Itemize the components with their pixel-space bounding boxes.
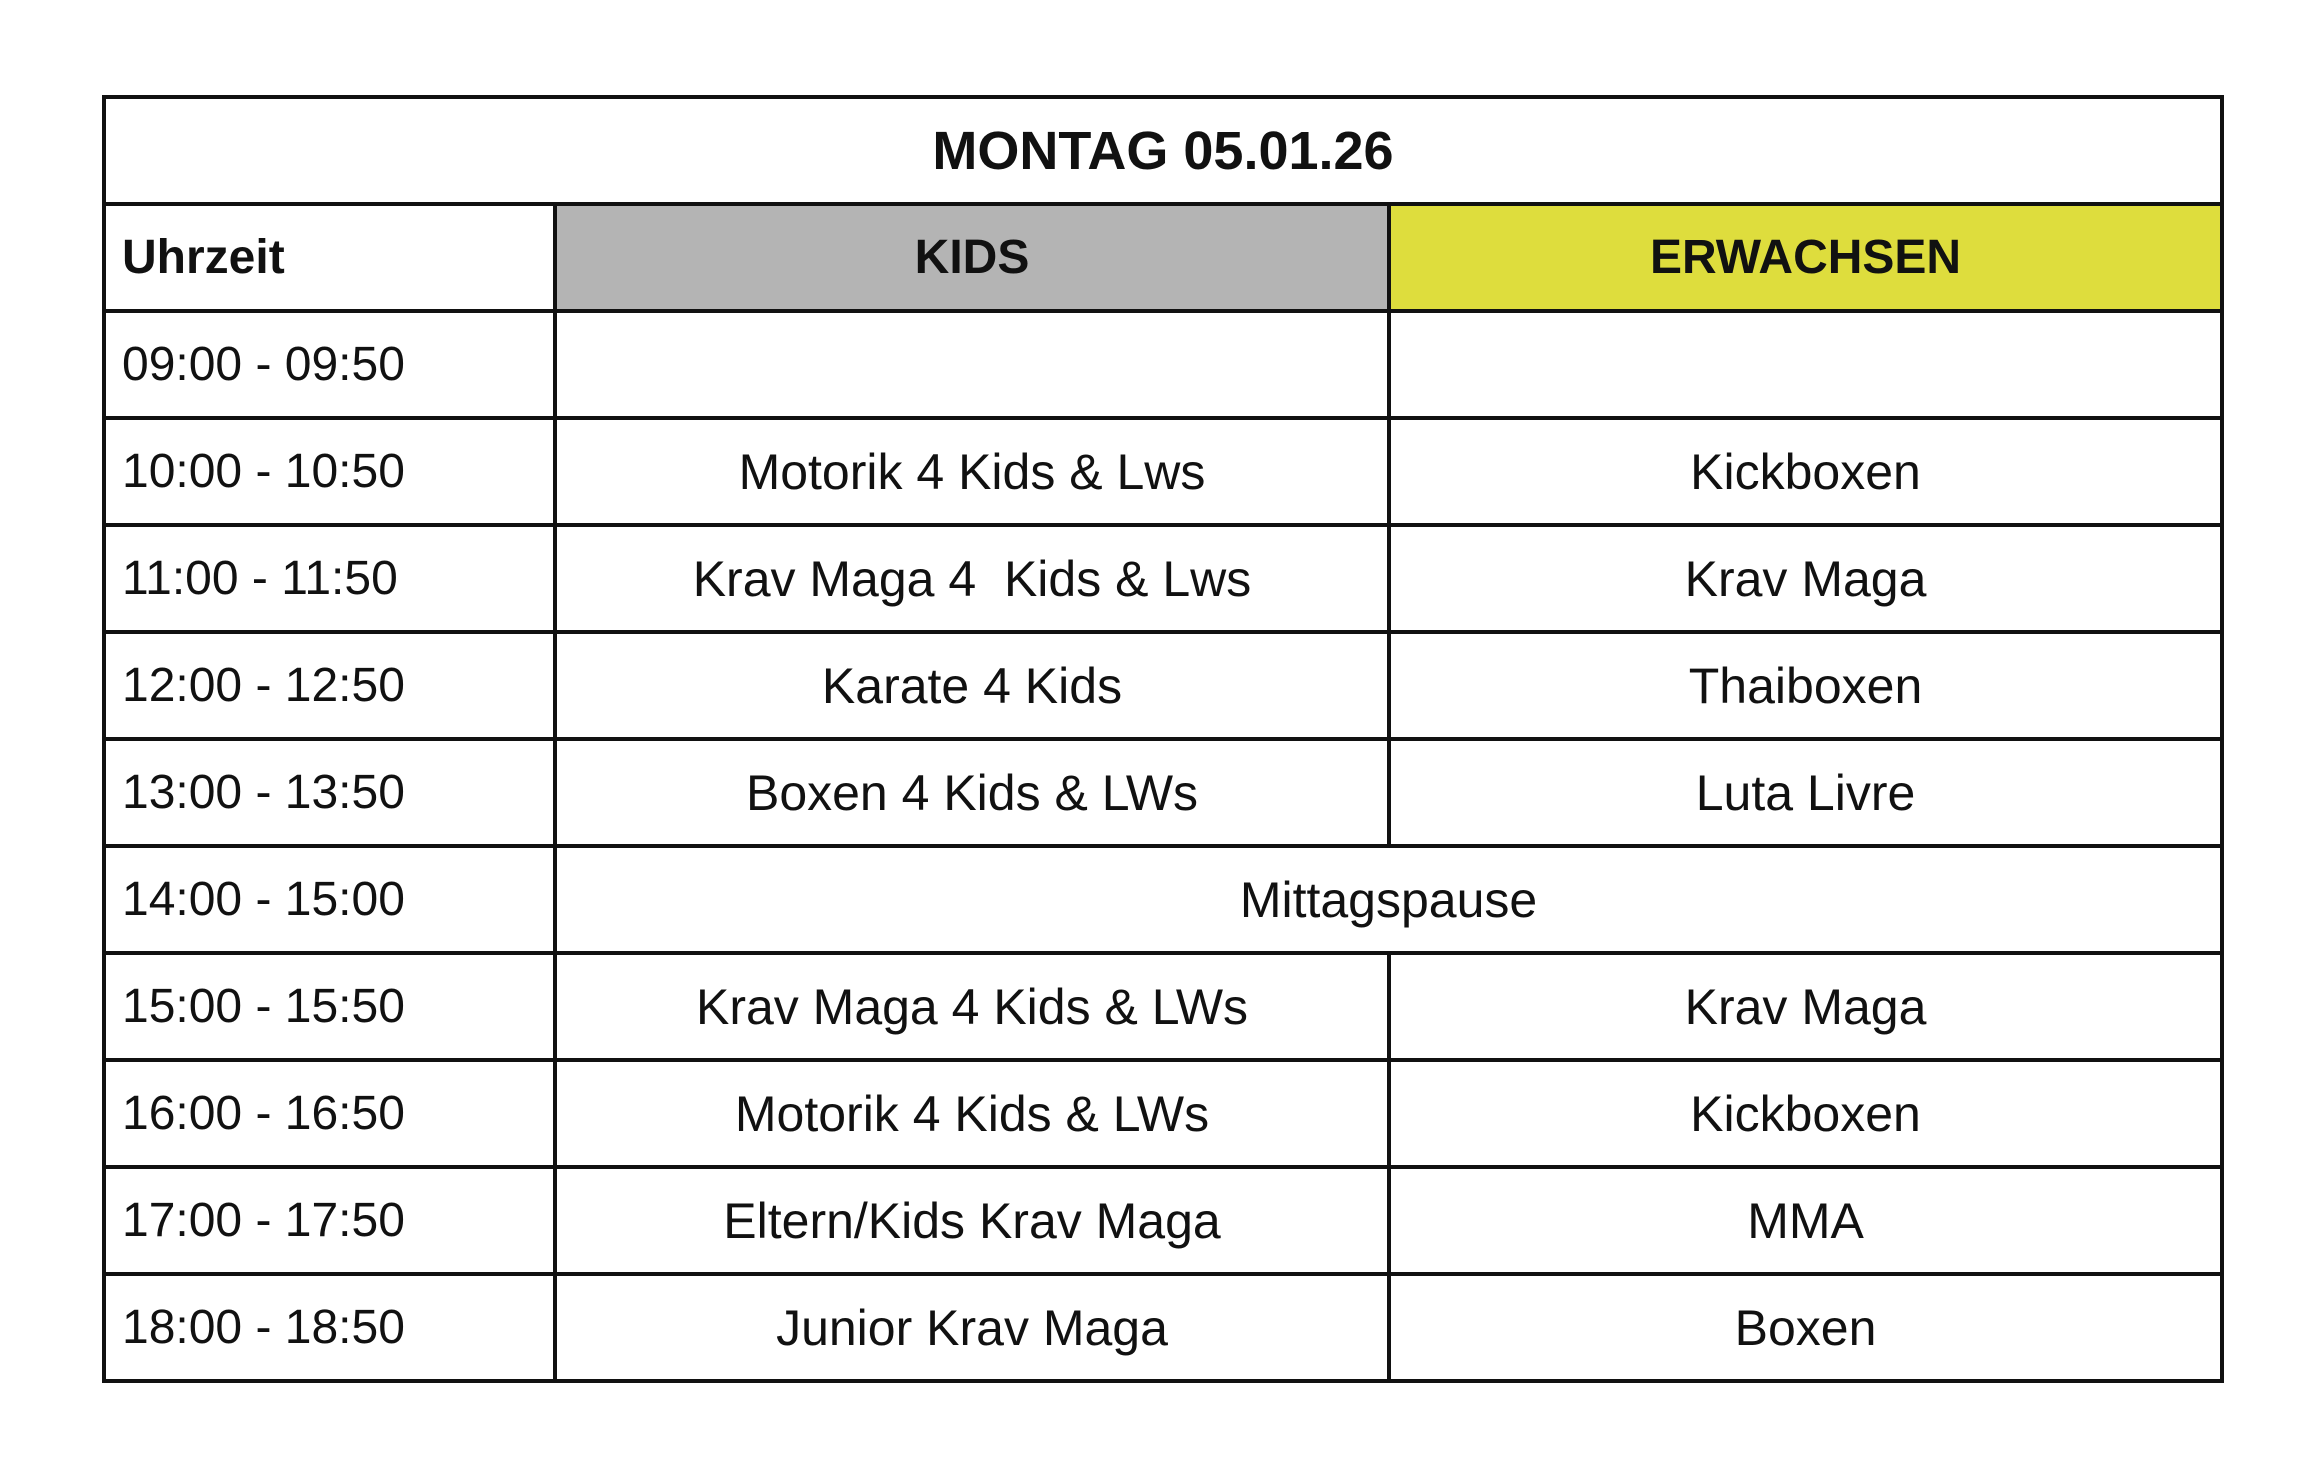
- kids-class-cell: [555, 311, 1389, 418]
- header-row: [104, 204, 2222, 311]
- kids-class-cell: Eltern/Kids Krav Maga: [555, 1167, 1389, 1274]
- table-row-break: [104, 846, 2222, 953]
- table-row: [104, 1274, 2222, 1381]
- time-cell: 14:00 - 15:00: [104, 846, 555, 953]
- kids-class-cell: Motorik 4 Kids & LWs: [555, 1060, 1389, 1167]
- time-cell: 09:00 - 09:50: [104, 311, 555, 418]
- adults-class-cell: Luta Livre: [1389, 739, 2222, 846]
- kids-class-cell: Karate 4 Kids: [555, 632, 1389, 739]
- kids-class-cell: Krav Maga 4 Kids & LWs: [555, 953, 1389, 1060]
- table-row: [104, 311, 2222, 418]
- kids-class-cell: Motorik 4 Kids & Lws: [555, 418, 1389, 525]
- table-row: [104, 525, 2222, 632]
- schedule-title: MONTAG 05.01.26: [104, 97, 2222, 204]
- adults-class-cell: [1389, 311, 2222, 418]
- kids-class-cell: Krav Maga 4 Kids & Lws: [555, 525, 1389, 632]
- header-adults: ERWACHSEN: [1389, 204, 2222, 311]
- time-cell: 10:00 - 10:50: [104, 418, 555, 525]
- table-row: [104, 739, 2222, 846]
- table-row: [104, 1060, 2222, 1167]
- table-row: [104, 953, 2222, 1060]
- schedule-table: [102, 95, 2224, 1383]
- adults-class-cell: Thaiboxen: [1389, 632, 2222, 739]
- adults-class-cell: MMA: [1389, 1167, 2222, 1274]
- adults-class-cell: Krav Maga: [1389, 953, 2222, 1060]
- table-row: [104, 1167, 2222, 1274]
- time-cell: 15:00 - 15:50: [104, 953, 555, 1060]
- header-kids: KIDS: [555, 204, 1389, 311]
- lunch-break-cell: Mittagspause: [555, 846, 2222, 953]
- adults-class-cell: Boxen: [1389, 1274, 2222, 1381]
- title-row: [104, 97, 2222, 204]
- time-cell: 13:00 - 13:50: [104, 739, 555, 846]
- time-cell: 16:00 - 16:50: [104, 1060, 555, 1167]
- adults-class-cell: Kickboxen: [1389, 1060, 2222, 1167]
- kids-class-cell: Junior Krav Maga: [555, 1274, 1389, 1381]
- adults-class-cell: Krav Maga: [1389, 525, 2222, 632]
- time-cell: 12:00 - 12:50: [104, 632, 555, 739]
- adults-class-cell: Kickboxen: [1389, 418, 2222, 525]
- time-cell: 17:00 - 17:50: [104, 1167, 555, 1274]
- kids-class-cell: Boxen 4 Kids & LWs: [555, 739, 1389, 846]
- time-cell: 18:00 - 18:50: [104, 1274, 555, 1381]
- time-cell: 11:00 - 11:50: [104, 525, 555, 632]
- header-time: Uhrzeit: [104, 204, 555, 311]
- table-row: [104, 418, 2222, 525]
- table-row: [104, 632, 2222, 739]
